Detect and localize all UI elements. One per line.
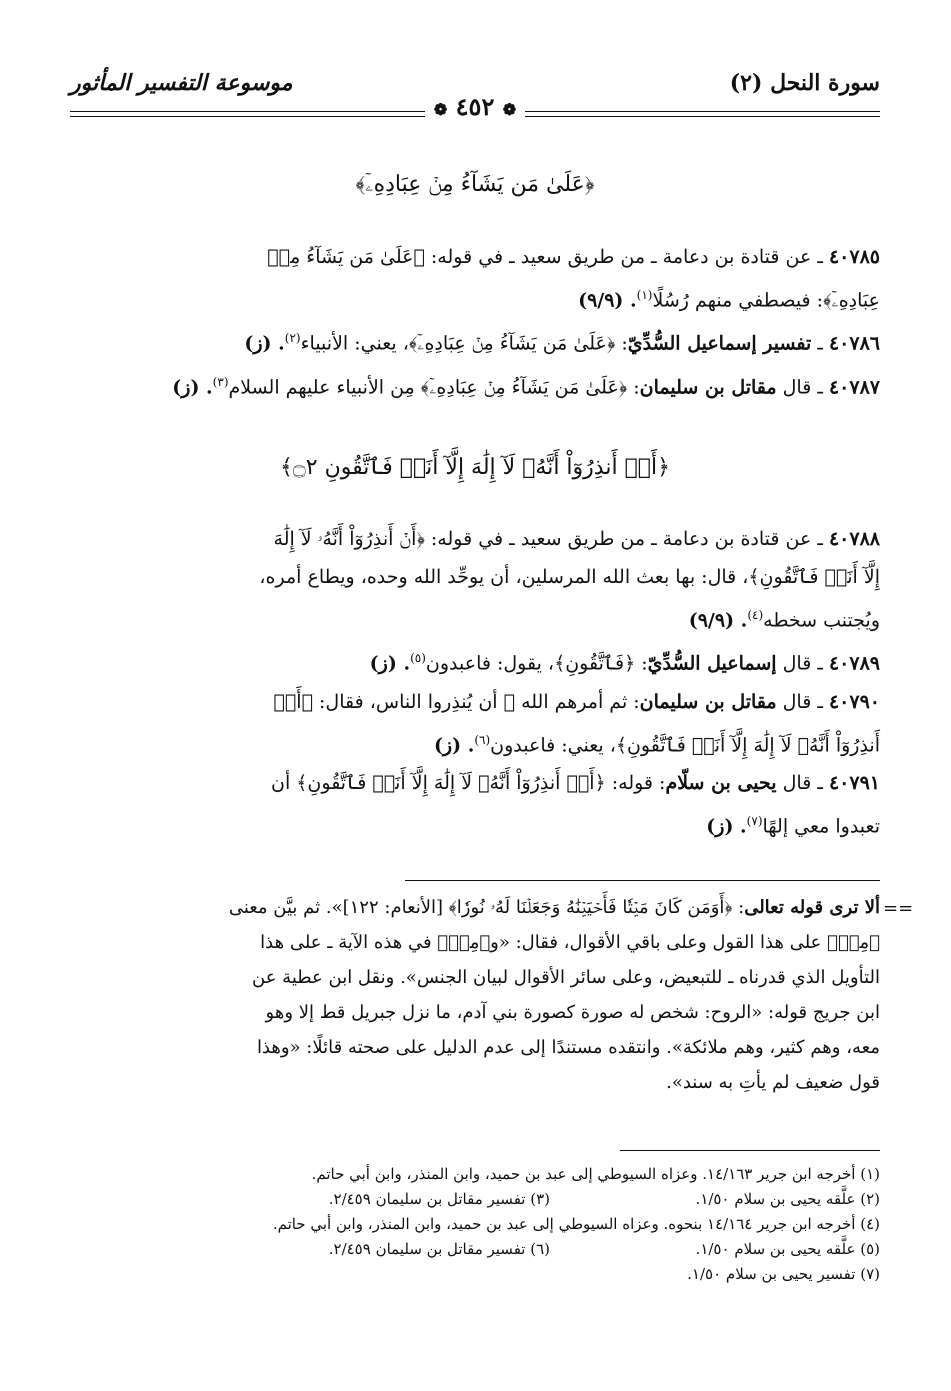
entry-40789 bbox=[75, 639, 880, 682]
entry-prefix: ـ قال bbox=[782, 690, 823, 713]
entry-number: ٤٠٧٨٥ bbox=[828, 246, 880, 268]
volume-ref: . (ز) bbox=[706, 815, 747, 838]
entry-text: : قوله: ﴿أَنۡ أَنذِرُوٓاْ أَنَّهُۥ لَآ إِلَٰهَ إِلَّآ أَنَا۠ فَٱتَّقُونِ﴾ أن bbox=[271, 771, 666, 794]
commentary-line: قول ضعيف لم يأتِ به سند». bbox=[666, 1072, 880, 1093]
entry-number: ٤٠٧٩٠ bbox=[828, 690, 880, 713]
footnote bbox=[90, 1187, 880, 1212]
footnotes-separator bbox=[620, 1150, 880, 1151]
entry-40786: ٤٠٧٨٦ ـ تفسير إسماعيل السُّدِّيّ: ﴿عَلَىٰ مَن يَشَآءُ مِنۡ عِبَادِهِۦٓ﴾، يعني: الأنبياء$^{(٢)}$. (ز) bbox=[244, 331, 880, 355]
book-title: موسوعة التفسير المأثور bbox=[70, 70, 293, 96]
footnote bbox=[90, 1212, 880, 1237]
commentary-separator bbox=[405, 880, 880, 881]
entry-prefix: ـ قال bbox=[782, 375, 823, 398]
footnote bbox=[90, 1262, 880, 1287]
commentary-line: التأويل الذي قدرناه ـ للتبعيض، وعلى سائر الأقوال لبيان الجنس». ونقل ابن عطية عن bbox=[252, 967, 880, 988]
commentary-lead: ألا ترى قوله تعالى bbox=[744, 897, 880, 918]
entry-40788 bbox=[75, 520, 880, 639]
entry-text: ـ عن قتادة بن دعامة ـ من طريق سعيد ـ في قوله: ﴿عَلَىٰ مَن يَشَآءُ مِنۡ bbox=[267, 246, 823, 268]
continuation-marker: == bbox=[883, 898, 914, 919]
page-number bbox=[425, 92, 525, 121]
verse-heading-2: ﴿أَنۡ أَنذِرُوٓاْ أَنَّهُۥ لَآ إِلَٰهَ إِلَّآ أَنَا۠ فَٱتَّقُونِ ۝٢﴾ bbox=[280, 455, 670, 480]
speaker: مقاتل بن سليمان bbox=[639, 690, 777, 713]
footnote-ref: (٢) bbox=[284, 331, 301, 346]
footnote-text: (٣) تفسير مقاتل بن سليمان ٢/٤٥٩. bbox=[328, 1190, 550, 1208]
speaker: تفسير إسماعيل السُّدِّيّ bbox=[627, 332, 812, 355]
entry-text: ـ عن قتادة بن دعامة ـ من طريق سعيد ـ في قوله: ﴿أَنۡ أَنذِرُوٓاْ أَنَّهُۥ لَآ إِلَٰهَ bbox=[273, 528, 823, 550]
footnotes bbox=[90, 1162, 880, 1287]
entry-number: ٤٠٧٨٦ bbox=[828, 332, 880, 355]
entry-prefix: ـ قال bbox=[782, 652, 823, 675]
entry-text: إِلَّآ أَنَا۠ فَٱتَّقُونِ﴾، قال: بها بعث الله المرسلين، أن يوحِّد الله وحده، ويطاع أمره، bbox=[259, 566, 880, 588]
entry-text: : ﴿فَٱتَّقُونِ﴾، يقول: فاعبدون bbox=[425, 652, 648, 675]
footnote-text: (١) أخرجه ابن جرير ١٤/١٦٣. وعزاه السيوطي إلى عبد بن حميد، وابن المنذر، وابن أبي حاتم. bbox=[311, 1165, 880, 1183]
commentary-line: ابن جريج قوله: «الروح: شخص له صورة كصورة بني آدم، ما نزل جبريل قط إلا وهو bbox=[265, 1002, 880, 1023]
footnote-ref: (٦) bbox=[474, 732, 491, 747]
entry-text: ويُجتنب سخطه bbox=[763, 609, 880, 632]
volume-ref: . (٩/٩) bbox=[578, 289, 637, 312]
verse-heading-1: ﴿عَلَىٰ مَن يَشَآءُ مِنۡ عِبَادِهِۦٓ﴾ bbox=[355, 172, 595, 197]
entry-prefix: ـ قال bbox=[782, 771, 823, 794]
footnote-ref: (٧) bbox=[746, 813, 763, 828]
entry-number: ٤٠٧٨٧ bbox=[828, 375, 880, 398]
page-number-value: ٤٥٢ bbox=[455, 92, 495, 121]
entry-text: عِبَادِهِۦٓ﴾: فيصطفي منهم رُسُلًا bbox=[652, 289, 880, 312]
footnote-ref: (١) bbox=[636, 288, 653, 302]
footnote-text: (٢) علَّقه يحيى بن سلام ١/٥٠. bbox=[695, 1190, 880, 1208]
footnote-text: (٥) علَّقه يحيى بن سلام ١/٥٠. bbox=[695, 1240, 880, 1258]
entry-40791 bbox=[75, 764, 880, 845]
entry-40787 bbox=[75, 363, 880, 406]
footnote-ref: (٥) bbox=[410, 651, 426, 666]
footnote bbox=[90, 1162, 880, 1187]
entry-40790 bbox=[75, 683, 880, 764]
entries-section-1 bbox=[75, 238, 880, 406]
speaker: إسماعيل السُّدِّيّ bbox=[647, 652, 777, 675]
commentary-line: : ﴿أَوَمَن كَانَ مَيۡتٗا فَأَحۡيَيۡنَٰهُ وَجَعَلۡنَا لَهُۥ نُورٗا﴾ [الأنعام: ١٢٢]». ثم بيَّن معنى bbox=[228, 897, 745, 918]
entry-text: أَنذِرُوٓاْ أَنَّهُۥ لَآ إِلَٰهَ إِلَّآ أَنَا۠ فَٱتَّقُونِ﴾، يعني: فاعبدون bbox=[490, 733, 880, 756]
speaker: مقاتل بن سليمان bbox=[639, 375, 777, 398]
entry-number: ٤٠٧٩١ bbox=[828, 771, 880, 794]
entry-40785 bbox=[75, 238, 880, 319]
volume-ref: . (ز) bbox=[369, 652, 411, 675]
ornament-icon: ❁ bbox=[502, 100, 517, 119]
entry-number: ٤٠٧٨٨ bbox=[828, 528, 880, 550]
entry-text: : ثم أمرهم الله ﷻ أن يُنذِروا الناس، فقال: ﴿أَنۡ bbox=[273, 690, 640, 713]
commentary-line: معه، وهم كثير، وهم ملائكة». وانتقده مستندًا إلى عدم الدليل على صحته قائلًا: «وهذا bbox=[256, 1037, 880, 1058]
commentary-line: ﴿مِنۡ﴾ على هذا القول وعلى باقي الأقوال، فقال: «و﴿مِنۡ﴾ في هذه الآية ـ على هذا bbox=[260, 932, 880, 953]
entry-text: : ﴿عَلَىٰ مَن يَشَآءُ مِنۡ عِبَادِهِۦٓ﴾، يعني: الأنبياء bbox=[300, 332, 628, 355]
volume-ref: . (٩/٩) bbox=[688, 609, 748, 632]
volume-ref: . (ز) bbox=[172, 375, 213, 398]
entry-number: ٤٠٧٨٩ bbox=[828, 652, 880, 675]
footnote-ref: (٣) bbox=[212, 374, 229, 389]
commentary bbox=[75, 890, 880, 1100]
ornament-icon: ❁ bbox=[433, 100, 448, 119]
surah-title: سورة النحل (٢) bbox=[729, 70, 880, 96]
footnote-text: (٦) تفسير مقاتل بن سليمان ٢/٤٥٩. bbox=[328, 1240, 550, 1258]
footnote-ref: (٤) bbox=[747, 608, 764, 622]
footnote-text: (٤) أخرجه ابن جرير ١٤/١٦٤ بنحوه. وعزاه السيوطي إلى عبد بن حميد، وابن المنذر، وابن أبي حاتم. bbox=[272, 1215, 880, 1233]
speaker: يحيى بن سلّام bbox=[665, 771, 777, 794]
entry-text: : ﴿عَلَىٰ مَن يَشَآءُ مِنۡ عِبَادِهِۦٓ﴾ مِن الأنبياء عليهم السلام bbox=[228, 375, 640, 398]
footnote-text: (٧) تفسير يحيى بن سلام ١/٥٠. bbox=[687, 1265, 880, 1283]
entries-section-2 bbox=[75, 520, 880, 845]
entry-text: تعبدوا معي إلهًا bbox=[762, 815, 880, 838]
volume-ref: . (ز) bbox=[244, 332, 285, 355]
footnote bbox=[90, 1237, 880, 1262]
volume-ref: . (ز) bbox=[433, 733, 475, 756]
